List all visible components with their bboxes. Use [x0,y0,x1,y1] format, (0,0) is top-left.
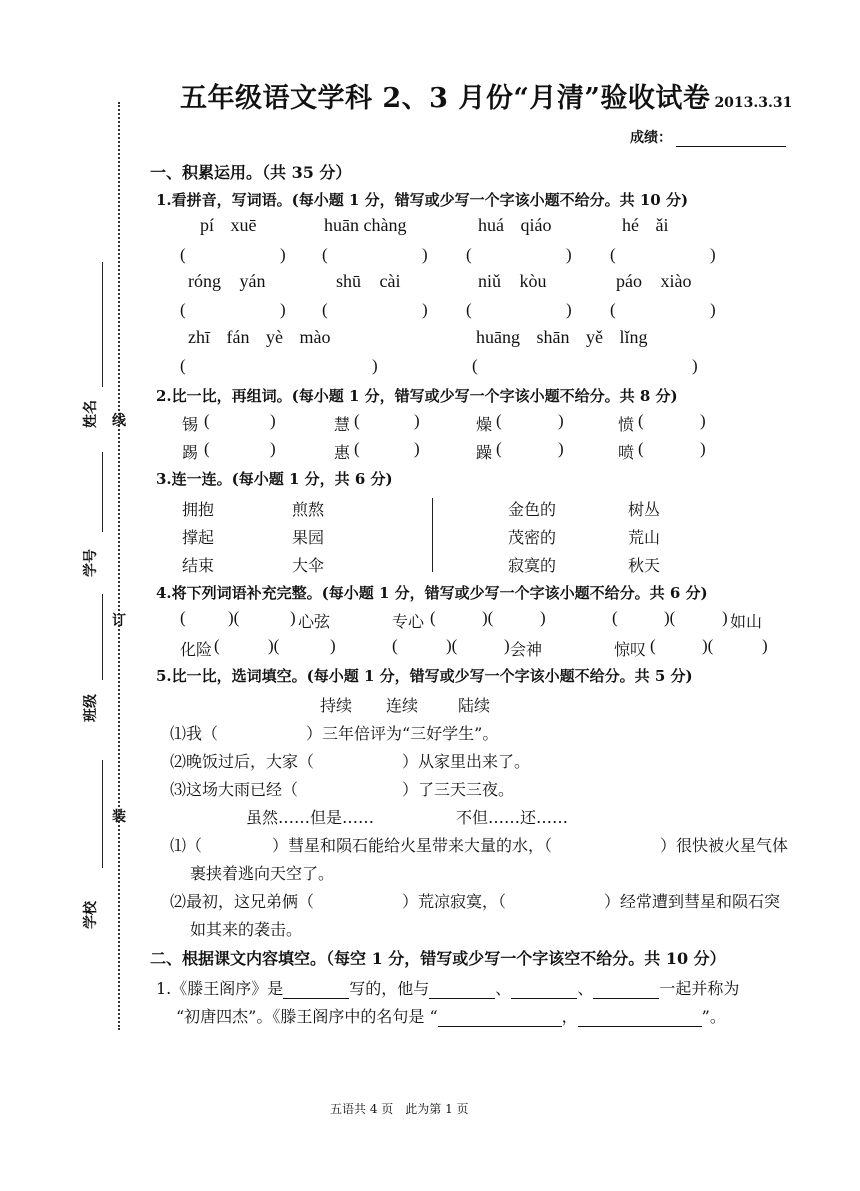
q3-title: 3.连一连。(每小题 1 分，共 6 分) [156,470,393,488]
answer-paren[interactable]: ) [414,411,420,430]
fill-text: 1.《滕王阁序》是 [156,979,284,998]
answer-paren[interactable]: ( [610,300,616,319]
sentence-part: ⑴（ [170,836,203,855]
fill-text: 写的，他与 [349,979,430,998]
sentence-part: ）经常遭到彗星和陨石突 [604,892,781,911]
compare-char: 愤 [618,415,635,434]
answer-paren[interactable]: ) [722,608,728,627]
idiom-text: 化险 [180,640,213,659]
match-word[interactable]: 果园 [292,528,325,547]
compare-char: 慧 [334,415,351,434]
answer-paren[interactable]: ) [558,439,564,458]
answer-paren[interactable]: ( [322,245,328,264]
compare-char: 踢 [182,443,199,462]
compare-char: 燥 [476,415,493,434]
answer-paren[interactable]: ( [430,608,436,627]
sentence-part: ⑴我（ [170,724,219,743]
answer-paren[interactable]: ( [204,439,210,458]
sentence-part: ）从家里出来了。 [402,752,531,771]
answer-paren[interactable]: )( [228,608,240,627]
sentence-part: ）很快被火星气体 [660,836,789,855]
binding-dotted-line [118,102,120,1030]
answer-paren[interactable]: ) [540,608,546,627]
q2-title: 2.比一比，再组词。(每小题 1 分，错写或少写一个字该小题不给分。共 8 分) [156,387,678,405]
word-option: 连续 [386,696,419,715]
name-label: 姓名 [83,400,99,428]
pinyin-4: hé ǎi [622,215,669,235]
answer-paren[interactable]: )( [664,608,676,627]
answer-paren[interactable]: ( [204,411,210,430]
fill-blank[interactable] [593,982,659,999]
answer-paren[interactable]: ) [290,608,296,627]
number-write-line [102,452,103,532]
fill-text: ”。 [701,1007,726,1026]
fill-blank[interactable] [511,982,577,999]
answer-paren[interactable]: )( [268,636,280,655]
answer-paren[interactable]: ( [180,245,186,264]
match-divider [432,498,433,572]
sentence-part: ）了三天三夜。 [402,780,515,799]
answer-paren[interactable]: ) [762,636,768,655]
exam-date: 2013.3.31 [714,95,793,111]
word-option: 不但……还…… [456,808,569,827]
match-word[interactable]: 拥抱 [182,500,215,519]
fill-blank[interactable] [438,1010,562,1027]
sentence-part: ⑵最初，这兄弟俩（ [170,892,315,911]
idiom-text: 惊叹 [614,640,647,659]
answer-paren[interactable]: ) [270,411,276,430]
pinyin-9: zhī fán yè mào [188,327,331,347]
line-label: 线 [112,413,126,429]
pinyin-1: pí xuē [200,215,257,235]
sentence-part: 如其来的袭击。 [190,920,303,939]
answer-paren[interactable]: ( [638,439,644,458]
answer-paren[interactable]: ) [422,300,428,319]
sentence-part: 裹挟着逃向天空了。 [190,864,335,883]
match-word[interactable]: 茂密的 [508,528,557,547]
answer-paren[interactable]: ( [466,245,472,264]
fill-line-2 [176,1004,726,1027]
match-word[interactable]: 秋天 [628,556,661,575]
answer-paren[interactable]: ( [180,608,186,627]
score-field [630,127,786,147]
answer-paren[interactable]: ) [270,439,276,458]
answer-paren[interactable]: ( [496,439,502,458]
match-word[interactable]: 荒山 [628,528,661,547]
section2-title: 二、根据课文内容填空。（每空 1 分，错写或少写一个字该空不给分。共 10 分） [150,949,726,968]
pinyin-10: huāng shān yě lǐng [476,327,648,347]
answer-paren[interactable]: ( [610,245,616,264]
answer-paren[interactable]: ) [330,636,336,655]
fill-line-1 [156,976,739,999]
sentence-part: ⑵晚饭过后，大家（ [170,752,315,771]
pinyin-5: róng yán [188,271,266,291]
word-option: 陆续 [458,696,491,715]
answer-paren[interactable]: ) [566,300,572,319]
school-write-line [102,760,103,868]
class-label: 班级 [83,694,99,722]
answer-paren[interactable]: ) [558,411,564,430]
word-option: 虽然……但是…… [246,808,375,827]
word-option: 持续 [320,696,353,715]
answer-paren[interactable]: )( [702,636,714,655]
fill-text: 、 [577,979,594,998]
answer-paren[interactable]: )( [446,636,458,655]
answer-paren[interactable]: ) [566,245,572,264]
class-write-line [102,594,103,680]
pinyin-3: huá qiáo [478,215,552,235]
idiom-text: 心弦 [298,612,331,631]
match-word[interactable]: 寂寞的 [508,556,557,575]
answer-paren[interactable]: ) [372,356,378,375]
answer-paren[interactable]: ( [214,636,220,655]
sentence-part: ）荒凉寂寞，（ [402,892,507,911]
compare-char: 惠 [334,443,351,462]
fill-blank[interactable] [578,1010,702,1027]
pinyin-2: huān chàng [324,215,407,235]
answer-paren[interactable]: ) [422,245,428,264]
answer-paren[interactable]: ( [496,411,502,430]
score-label: 成绩： [630,130,672,146]
match-word[interactable]: 大伞 [292,556,325,575]
answer-paren[interactable]: )( [482,608,494,627]
match-word[interactable]: 金色的 [508,500,557,519]
section1-title: 一、积累运用。（共 35 分） [150,163,352,182]
answer-paren[interactable]: ( [322,300,328,319]
score-blank[interactable] [676,132,786,147]
fill-text: 、 [495,979,512,998]
answer-paren[interactable]: ) [710,300,716,319]
title-text: 五年级语文学科 2、3 月份“月清”验收试卷 [180,83,711,114]
name-write-line [102,262,103,387]
answer-paren[interactable]: ( [180,300,186,319]
answer-paren[interactable]: ) [700,411,706,430]
match-word[interactable]: 撑起 [182,528,215,547]
pinyin-7: niǔ kòu [478,271,547,291]
answer-paren[interactable]: ( [466,300,472,319]
answer-paren[interactable]: ) [700,439,706,458]
q4-title: 4.将下列词语补充完整。(每小题 1 分，错写或少写一个字该小题不给分。共 6 分) [156,584,708,602]
compare-char: 锡 [182,415,199,434]
fill-text: “初唐四杰”。《滕王阁序中的名句是 “ [176,1007,438,1026]
compare-char: 躁 [476,443,493,462]
pinyin-8: páo xiào [616,271,692,291]
answer-paren[interactable]: ) [692,356,698,375]
page-footer: 五语共 4 页 此为第 1 页 [330,1102,469,1116]
answer-paren[interactable]: ) [414,439,420,458]
match-word[interactable]: 煎熬 [292,500,325,519]
answer-paren[interactable]: ) [280,300,286,319]
idiom-text: 专心 [392,612,425,631]
sentence-part: ⑶这场大雨已经（ [170,780,299,799]
answer-paren[interactable]: ( [650,636,656,655]
page-title [180,76,792,115]
number-label: 学号 [83,549,99,577]
answer-paren[interactable]: ( [392,636,398,655]
answer-paren[interactable]: ( [354,439,360,458]
answer-paren[interactable]: ( [638,411,644,430]
q1-title: 1.看拼音，写词语。(每小题 1 分，错写或少写一个字该小题不给分。共 10 分) [156,191,689,209]
staple-label: 装 [112,809,126,825]
fill-blank[interactable] [429,982,495,999]
sentence-part: ）彗星和陨石能给火星带来大量的水，（ [272,836,553,855]
answer-paren[interactable]: ( [354,411,360,430]
compare-char: 喷 [618,443,635,462]
match-word[interactable]: 结束 [182,556,215,575]
match-word[interactable]: 树丛 [628,500,661,519]
q5-title: 5.比一比，选词填空。(每小题 1 分，错写或少写一个字该小题不给分。共 5 分) [156,667,693,685]
fill-text: 一起并称为 [659,979,740,998]
answer-paren[interactable]: ( [180,356,186,375]
sentence-part: ）三年倍评为“三好学生”。 [306,724,499,743]
idiom-text: 会神 [510,640,543,659]
answer-paren[interactable]: ) [710,245,716,264]
school-label: 学校 [83,901,99,929]
bind-label: 订 [112,613,126,629]
answer-paren[interactable]: ( [472,356,478,375]
answer-paren[interactable]: ( [612,608,618,627]
fill-blank[interactable] [283,982,349,999]
answer-paren[interactable]: ) [504,636,510,655]
fill-text: ， [561,1007,578,1026]
answer-paren[interactable]: ) [280,245,286,264]
pinyin-6: shū cài [336,271,401,291]
idiom-text: 如山 [730,612,763,631]
